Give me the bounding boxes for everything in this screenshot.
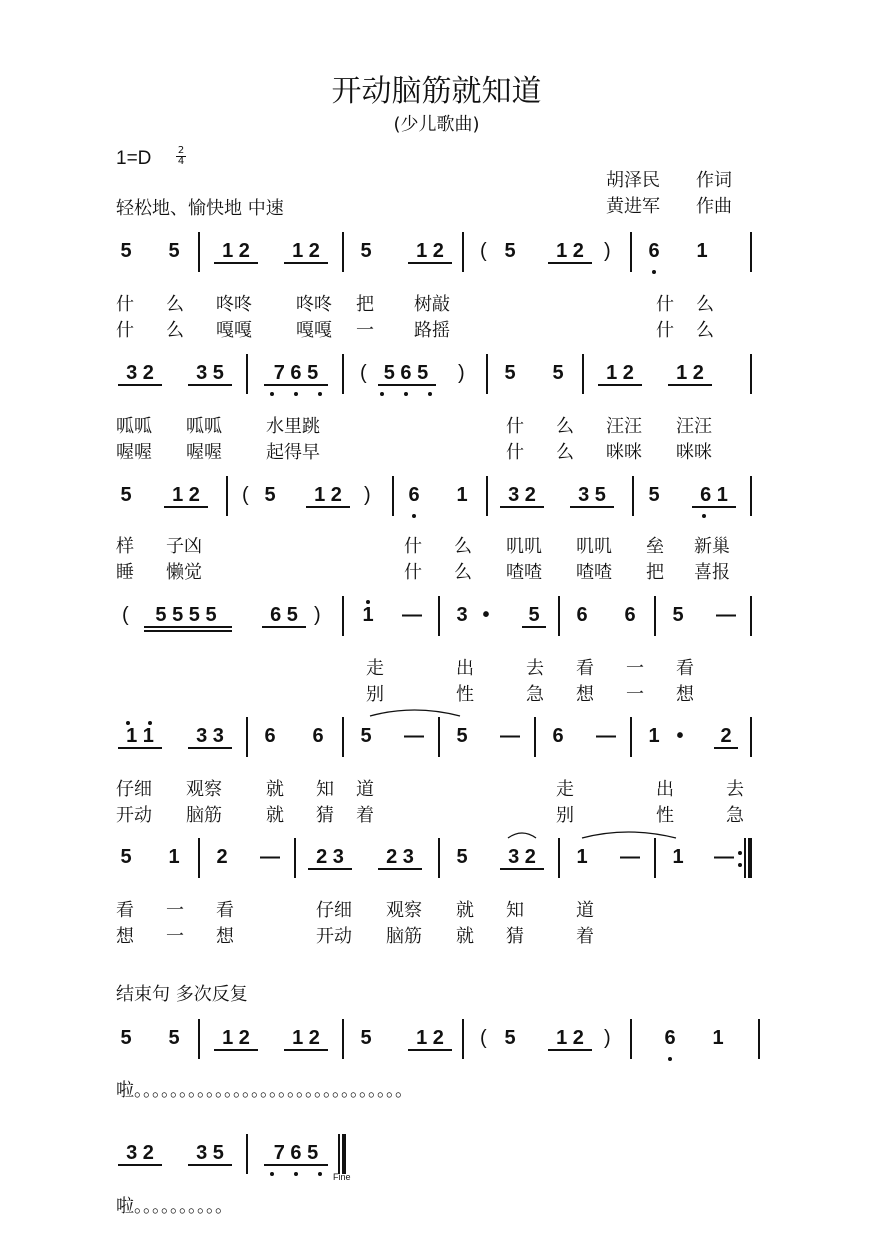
note-r5-7: — [500,725,520,747]
note-r6-10: 1 [672,846,684,868]
lyric-r6b-1: 一 [166,926,184,947]
lyric-r5b-1: 脑筋 [186,805,222,826]
note-r5-1: 3 3 [196,725,224,747]
lyric-r2a-5: 汪汪 [606,416,642,437]
song-title: 开动脑筋就知道 [331,74,542,109]
note-r4-5: — [402,604,422,626]
note-r7-10: 6 [664,1027,676,1049]
lyric-r1a-6: 什 [656,294,674,315]
time-signature-bottom: 4 [177,156,185,167]
lyric-r1a-3: 咚咚 [296,294,332,315]
note-r2-1: 3 5 [196,362,224,384]
lyric-r1b-6: 什 [656,320,674,341]
note-r3-6: 6 [408,484,420,506]
lyricist-role: 作词 [696,170,732,191]
lyric-r3a-3: 么 [454,536,472,557]
lyric-r5b-6: 性 [656,805,674,826]
note-r7-0: 5 [120,1027,132,1049]
lyric-r5b-2: 就 [266,805,284,826]
note-r1-2: 1 2 [222,240,250,262]
lyric-r4b-2: 急 [526,684,544,705]
lyric-r4a-4: 一 [626,658,644,679]
composer-role: 作曲 [696,196,732,217]
lyric-r4b-5: 想 [676,684,694,705]
lyric-r5b-3: 猜 [316,805,334,826]
note-r5-12: 2 [720,725,732,747]
note-r6-5: 2 3 [386,846,414,868]
note-r5-8: 6 [552,725,564,747]
note-r6-2: 2 [216,846,228,868]
note-r4-4: 1 [362,604,374,626]
note-r6-6: 5 [456,846,468,868]
lyric-r4b-0: 别 [366,684,384,705]
lyric-r2b-5: 咪咪 [606,442,642,463]
note-r1-6: ( [480,240,487,262]
lyric-r2a-1: 呱呱 [186,416,222,437]
lyric-r3b-4: 喳喳 [506,562,542,583]
lyric-r3a-7: 新巢 [694,536,730,557]
lyric-r1b-5: 路摇 [414,320,450,341]
tempo-marking: 轻松地、愉快地 中速 [116,198,284,219]
note-r1-4: 5 [360,240,372,262]
note-r1-8: 1 2 [556,240,584,262]
note-r3-5: ) [364,484,371,506]
note-r2-0: 3 2 [126,362,154,384]
note-r6-1: 1 [168,846,180,868]
lyric-r3b-1: 懒觉 [166,562,202,583]
lyric-r1b-0: 什 [116,320,134,341]
note-r1-9: ) [604,240,611,262]
lyric-r6a-0: 看 [116,900,134,921]
note-r5-5: — [404,725,424,747]
note-r3-9: 3 5 [578,484,606,506]
note-r4-2: 6 5 [270,604,298,626]
note-r8-0: 3 2 [126,1142,154,1164]
lyric-r3b-6: 把 [646,562,664,583]
lyric-r2b-2: 起得早 [266,442,320,463]
note-r3-11: 6 1 [700,484,728,506]
lyric-r6a-6: 知 [506,900,524,921]
note-r4-11: 5 [672,604,684,626]
lyric-r1a-1: 么 [166,294,184,315]
lyric-r3b-2: 什 [404,562,422,583]
note-r6-7: 3 2 [508,846,536,868]
lyric-r5a-7: 去 [726,779,744,800]
lyric-r2b-4: 么 [556,442,574,463]
lyric-r5a-1: 观察 [186,779,222,800]
note-r2-3: ( [360,362,367,384]
note-r1-1: 5 [168,240,180,262]
note-r5-6: 5 [456,725,468,747]
lyric-r1b-7: 么 [696,320,714,341]
note-r7-1: 5 [168,1027,180,1049]
note-r5-11: • [676,725,684,747]
lyric-r6b-2: 想 [216,926,234,947]
lyric-r5a-6: 出 [656,779,674,800]
lyric-r6b-0: 想 [116,926,134,947]
lyric-r2b-3: 什 [506,442,524,463]
lyric-r6a-1: 一 [166,900,184,921]
lyric-r6a-5: 就 [456,900,474,921]
lyric-r5b-4: 着 [356,805,374,826]
lyric-r1b-2: 嘎嘎 [216,320,252,341]
note-r8-2: 7 6 5 [273,1142,319,1164]
note-r1-11: 1 [696,240,708,262]
note-r1-10: 6 [648,240,660,262]
lyric-r1a-2: 咚咚 [216,294,252,315]
song-subtitle: (少儿歌曲) [393,114,480,135]
note-r3-10: 5 [648,484,660,506]
note-r7-7: 5 [504,1027,516,1049]
lyric-r2b-0: 喔喔 [116,442,152,463]
key-signature: 1=D [116,148,152,169]
lyric-r2a-6: 汪汪 [676,416,712,437]
note-r3-0: 5 [120,484,132,506]
lyric-r5a-5: 走 [556,779,574,800]
lyric-r6a-3: 仔细 [316,900,352,921]
note-r2-9: 1 2 [676,362,704,384]
fine-marking: Fine [333,1172,351,1182]
note-r5-2: 6 [264,725,276,747]
lyric-r1b-3: 嘎嘎 [296,320,332,341]
lyric-r3b-5: 喳喳 [576,562,612,583]
lyric-r1b-1: 么 [166,320,184,341]
note-r5-4: 5 [360,725,372,747]
note-r5-10: 1 [648,725,660,747]
lyric-r6a-7: 道 [576,900,594,921]
note-r2-8: 1 2 [606,362,634,384]
note-r4-0: ( [122,604,129,626]
note-r2-2: 7 6 5 [273,362,319,384]
lyric-r2a-0: 呱呱 [116,416,152,437]
lyric-r5b-7: 急 [726,805,744,826]
note-r6-9: — [620,846,640,868]
ending-label: 结束句 多次反复 [116,984,248,1005]
note-r8-1: 3 5 [196,1142,224,1164]
note-r2-4: 5 6 5 [383,362,429,384]
lyric-r5a-3: 知 [316,779,334,800]
lyric-r3a-6: 垒 [646,536,664,557]
lyric-r6b-4: 脑筋 [386,926,422,947]
note-r5-0: 1 1 [126,725,154,747]
lyric-r4a-3: 看 [576,658,594,679]
note-r6-0: 5 [120,846,132,868]
note-r2-5: ) [458,362,465,384]
lyric-r2a-3: 什 [506,416,524,437]
lyric-r6a-4: 观察 [386,900,422,921]
note-r7-11: 1 [712,1027,724,1049]
lyric-r6b-7: 着 [576,926,594,947]
lyric-r4a-1: 出 [456,658,474,679]
note-r3-1: 1 2 [172,484,200,506]
note-r5-9: — [596,725,616,747]
lyricist-name: 胡泽民 [606,170,660,191]
lyric-r3a-2: 什 [404,536,422,557]
note-r7-6: ( [480,1027,487,1049]
lyric-r2b-6: 咪咪 [676,442,712,463]
lyric-r4a-5: 看 [676,658,694,679]
note-r3-3: 5 [264,484,276,506]
lyric-r4b-4: 一 [626,684,644,705]
note-r2-6: 5 [504,362,516,384]
lyric-r3b-0: 睡 [116,562,134,583]
tie-1-1 [582,832,676,838]
note-r3-2: ( [242,484,249,506]
lyric-r5a-2: 就 [266,779,284,800]
note-r3-8: 3 2 [508,484,536,506]
ending-lyric-2: 啦。。。。。。。。。。 [116,1196,233,1217]
note-r7-2: 1 2 [222,1027,250,1049]
lyric-r3b-3: 么 [454,562,472,583]
lyric-r3a-0: 样 [116,536,134,557]
lyric-r2a-2: 水里跳 [266,416,320,437]
lyric-r5a-4: 道 [356,779,374,800]
note-r1-3: 1 2 [292,240,320,262]
composer-name: 黄进军 [606,196,660,217]
lyric-r5a-0: 仔细 [116,779,152,800]
note-r4-6: 3 [456,604,468,626]
lyric-r4b-1: 性 [456,684,474,705]
note-r7-3: 1 2 [292,1027,320,1049]
lyric-r1b-4: 一 [356,320,374,341]
note-r6-8: 1 [576,846,588,868]
note-r3-7: 1 [456,484,468,506]
lyric-r6a-2: 看 [216,900,234,921]
slur-3-2 [508,833,536,838]
note-r3-4: 1 2 [314,484,342,506]
note-r7-5: 1 2 [416,1027,444,1049]
note-r6-11: — [714,846,734,868]
note-r4-3: ) [314,604,321,626]
lyric-r5b-5: 别 [556,805,574,826]
note-r5-3: 6 [312,725,324,747]
note-r4-1: 5 5 5 5 [155,604,217,626]
note-r4-9: 6 [576,604,588,626]
note-r7-8: 1 2 [556,1027,584,1049]
note-r6-4: 2 3 [316,846,344,868]
lyric-r4b-3: 想 [576,684,594,705]
lyric-r2a-4: 么 [556,416,574,437]
note-r4-7: • [482,604,490,626]
note-r6-3: — [260,846,280,868]
note-r7-4: 5 [360,1027,372,1049]
lyric-r6b-5: 就 [456,926,474,947]
tie-5-5 [370,710,460,716]
lyric-r4a-0: 走 [366,658,384,679]
lyric-r4a-2: 去 [526,658,544,679]
lyric-r3b-7: 喜报 [694,562,730,583]
lyric-r3a-1: 子凶 [166,536,202,557]
note-r4-12: — [716,604,736,626]
note-r1-5: 1 2 [416,240,444,262]
lyric-r6b-3: 开动 [316,926,352,947]
note-r4-8: 5 [528,604,540,626]
note-r2-7: 5 [552,362,564,384]
lyric-r1a-4: 把 [356,294,374,315]
note-r4-10: 6 [624,604,636,626]
lyric-r3a-4: 叽叽 [506,536,542,557]
lyric-r5b-0: 开动 [116,805,152,826]
lyric-r1a-5: 树敲 [414,294,450,315]
lyric-r1a-7: 么 [696,294,714,315]
note-r7-9: ) [604,1027,611,1049]
ending-lyric-1: 啦。。。。。。。。。。。。。。。。。。。。。。。。。。。。。。 [116,1080,413,1101]
lyric-r3a-5: 叽叽 [576,536,612,557]
lyric-r6b-6: 猜 [506,926,524,947]
lyric-r2b-1: 喔喔 [186,442,222,463]
note-r1-0: 5 [120,240,132,262]
note-r1-7: 5 [504,240,516,262]
lyric-r1a-0: 什 [116,294,134,315]
time-signature-top: 2 [177,145,185,156]
